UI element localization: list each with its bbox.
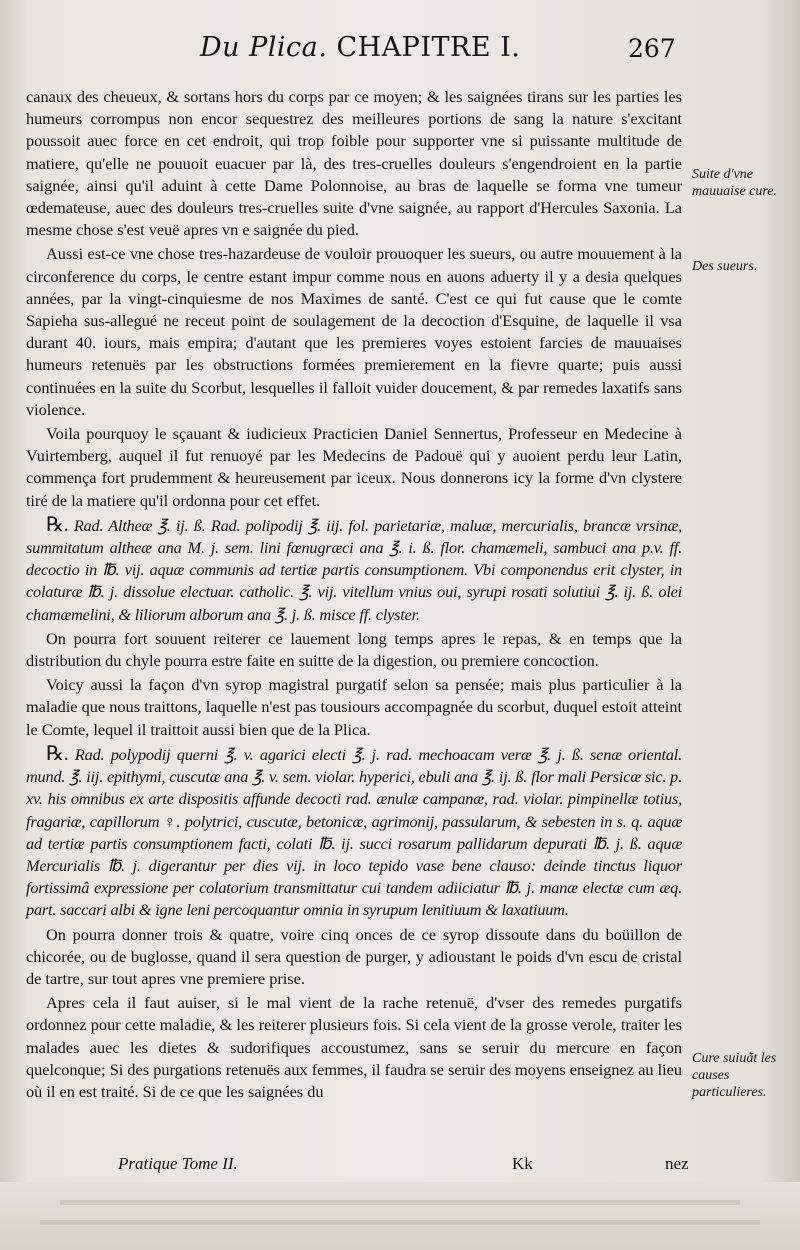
- footer-signature: Kk: [512, 1154, 533, 1173]
- margin-note-cure: Cure suiuãt les causes particulieres.: [692, 1051, 777, 1100]
- recipe-text: Rad. Altheæ ℥. ij. ß. Rad. polipodij ℥. iij. fol. parietariæ, maluæ, mercurialis, brancæ vrsinæ, summitatum altheæ ana M. j. sem. lini fœnugræci ana ℥. i. ß. flor. chamæmeli, sambuci ana p.v. ff. decoctio in ℔. vij. aquæ communis ad tertiæ partis consumptionem. Vbi componendus erit clyster, in colaturæ ℔. j. dissolue electuar. catholic. ℥. vij. vitellum vnius oui, syrupi rosati solutiui ℥. ij. ß. olei chamæmelini, & liliorum alborum ana ℥. j. ß. misce ff. clyster.: [26, 515, 682, 624]
- margin-note-sueurs: Des sueurs.: [692, 259, 758, 274]
- main-text: [26, 86, 682, 1105]
- bleed-through-line: [40, 1220, 760, 1225]
- paragraph: Voicy aussi la façon d'vn syrop magistral purgatif selon sa pensée; mais plus particulier à la maladie que nous traittons, laquelle n'est pas tousiours accompagnée du scorbut, duquel estoit atteint le Comte, lequel il traittoit aussi bien que de la Plica.: [26, 675, 682, 739]
- footer-catchword: nez: [665, 1154, 689, 1173]
- running-title-italic: Du Plica.: [200, 32, 328, 63]
- margin-note-suite: Suite d'vne mauuaise cure.: [692, 167, 778, 199]
- paragraph: Apres cela il faut auiser, si le mal vient de la rache retenuë, d'vser des remedes purgatifs ordonnez pour cette maladie, & les reiterer plusieurs fois. Si cela vient de la grosse verole, traiter les malades auec les dietes & sudorifiques accoustumez, sans se seruir du mercure en façon quelconque; Si des purgations retenuës aux femmes, il faudra se seruir des moyens enseignez au lieu où il en est traité. Si de ce que les saignées du: [26, 993, 682, 1101]
- paragraph: On pourra fort souuent reiterer ce lauement long temps apres le repas, & en temps que la distribution du chyle pourra estre faite en suitte de la digestion, ou premiere concoction.: [26, 628, 682, 671]
- paragraph: Voila pourquoy le sçauant & iudicieux Practicien Daniel Sennertus, Professeur en Medecine à Vuirtemberg, auquel il fut renuoyé par les Medecins de Padouë qui y auoient perdu leur Latin, commença fort prudemment & heureusement par iceux. Nous donnerons icy la forme d'vn clystere tiré de la matiere qu'il ordonna pour cet effet.: [26, 424, 682, 510]
- paragraph: canaux des cheueux, & sortans hors du corps par ce moyen; & les saignées tirans sur les parties les humeurs corrompus non encor sequestrez des meilleures portions de sang la nature s'excitant poussoit auec force en cet endroit, qui trop foible pour supporter vne si puissante multitude de matiere, qu'elle ne pouuoit euacuer par là, des tres-cruelles douleurs s'engendroient en la partie saignée, ainsi qu'il aduint à cette Dame Polonnoise, au bras de laquelle se forma vne tumeur œdemateuse, auec des douleurs tres-cruelles suite d'vne saignée, au rapport d'Hercules Saxonia. La mesme chose s'est veuë apres vn e saignée du pied.: [26, 87, 682, 240]
- recipe-syrup: [26, 743, 682, 922]
- recipe-clyster: [26, 514, 682, 626]
- page-header: [0, 28, 800, 68]
- paragraph: Aussi est-ce vne chose tres-hazardeuse de vouloir prouoquer les sueurs, ou autre mouuement à la circonference du corps, le centre estant impur comme nous en auons aduerty il y a desia quelques années, par la vingt-cinquiesme de nos Maximes de santé. C'est ce qui fut cause que le comte Sapieha sus-allegué ne receut point de soulagement de la decoction d'Esquine, de laquelle il vsa durant 40. iours, mais empira; d'autant que les premieres voyes estoient farcies de mauuaises humeurs retenuës par les obstructions formées premierement en la fievre quarte; puis aussi continuées en la suite du Scorbut, lesquelles il falloit vuider doucement, & par remedes laxatifs sans violence.: [26, 244, 682, 419]
- running-title: [200, 32, 520, 63]
- footer-volume: Pratique Tome II.: [118, 1154, 238, 1173]
- recipe-symbol: ℞.: [46, 742, 69, 765]
- bleed-through-line: [60, 1200, 740, 1205]
- page-number: 267: [628, 34, 676, 63]
- page-footer: [0, 1150, 800, 1180]
- recipe-symbol: ℞.: [46, 513, 69, 536]
- recipe-text: Rad. polypodij querni ℥. v. agarici electi ℥. j. rad. mechoacam veræ ℥. j. ß. senæ oriental. mund. ℥. iij. epithymi, cuscutæ ana ℥. v. sem. violar. hyperici, ebuli ana ℥. ij. ß. flor mali Persicæ sic. p. xv. his omnibus ex arte dispositis affunde decocti rad. ænulæ campanæ, rad. violar. pimpinellæ totius, fragariæ, capillorum ♀. polytrici, cuscutæ, betonicæ, agrimonij, passularum, & sebesten in s. q. aquæ ad tertiæ partis consumptionem facti, colati ℔. ij. succi rosarum pallidarum depurati ℔. j. ß. aquæ Mercurialis ℔. j. digerantur per dies vij. in loco tepido vase bene clauso: deinde tinctus liquor fortissimâ expressione per colatorium transmittatur cui tandem adiiciatur ℔. j. manæ electæ cum æq. part. saccari albi & igne leni percoquantur omnia in syrupum lenitiuum & laxatiuum.: [26, 744, 682, 920]
- bleed-through-area: [0, 1182, 800, 1250]
- running-title-chapter: CHAPITRE I.: [336, 32, 521, 63]
- paragraph: On pourra donner trois & quatre, voire cinq onces de ce syrop dissoute dans du boüillon de chicorée, ou de buglosse, quand il sera question de purger, y adioustant le poids d'vn escu de cristal de tartre, sur tout apres vne premiere prise.: [26, 924, 682, 988]
